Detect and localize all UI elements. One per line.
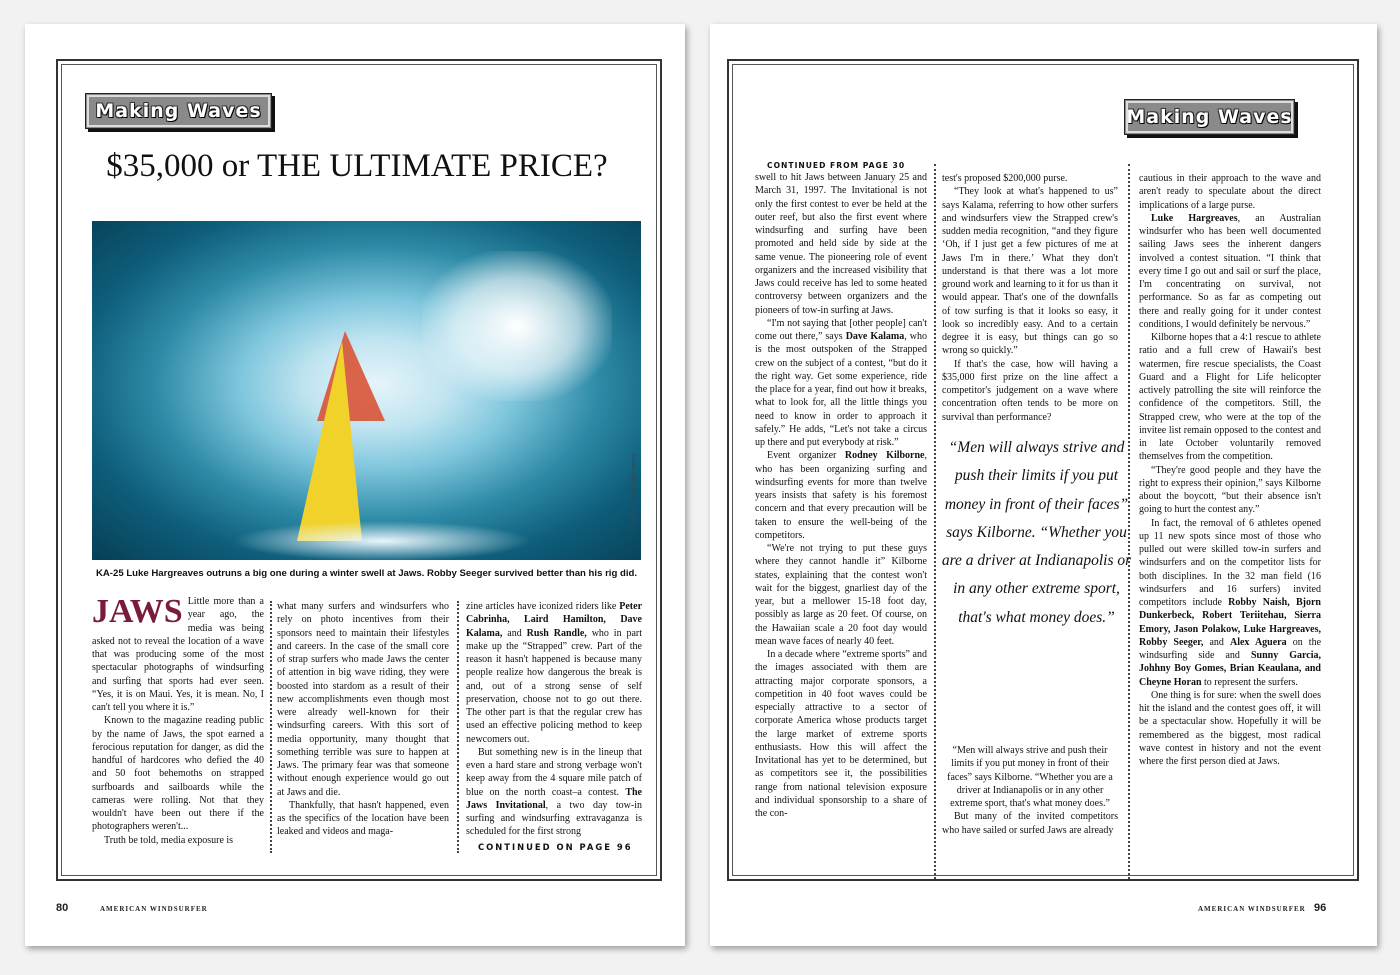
- paragraph: “Men will always strive and push their limits if you put money in front of their faces” says Kilborne. “Whether you are a driver at Indianapolis or in any other extreme sport, that's what money does.”: [947, 745, 1113, 809]
- text: to represent the surfers.: [1204, 676, 1298, 688]
- paragraph: [466, 746, 642, 839]
- section-banner: [85, 93, 272, 129]
- paragraph: test's proposed $200,000 purse.: [942, 173, 1068, 184]
- column-divider: [934, 164, 936, 879]
- paragraph-text: Little more than a year ago, the media was being asked not to reveal the location of a wave that was producing some of the most spectacular photographs of windsurfing and surfing that sports had ever seen. “Yes, it is on Maui. Yes, it is mean. No, I can't tell you where it is.”: [92, 596, 264, 713]
- paragraph: [1139, 212, 1321, 331]
- paragraph: [755, 449, 927, 542]
- running-head: AMERICAN WINDSURFER: [1198, 905, 1306, 913]
- text: , who has been organizing surfing and windsurfing events for more than twelve years insists that safety is his foremost concern and that every precaution will be taken to ensure the well-being of the competitors.: [755, 450, 927, 541]
- text: and: [1209, 636, 1224, 648]
- section-banner-label: Making Waves: [1126, 106, 1293, 128]
- left-page: [25, 24, 685, 946]
- paragraph: Kilborne hopes that a 4:1 rescue to athlete ratio and a full crew of Hawaii's best watermen, fire rescue specialists, the Coast Guard and a Flight for Life helicopter actively patrolling the site will reinforce the confidence of the competitors. Still, the Strapped crew, who were at the top of the invitee list remain opposed to the contest and in late October voluntarily removed themselves from the competition.: [1139, 332, 1321, 463]
- sail: [297, 341, 362, 541]
- text: , an Australian windsurfer who has been well documented sailing Jaws sees the inherent dangers involved a contest situation. “I think that every time I go out and sail or surf the place, I'm concentrating on survival, not performance. So as far as competing out there and really going for it under contest conditions, I would definitely be nervous.”: [1139, 212, 1321, 330]
- section-banner-label: Making Waves: [95, 100, 262, 122]
- right-column-2: [942, 172, 1118, 424]
- paragraph: what many surfers and windsurfers who rely on photo incentives from their sponsors need to maintain their lifestyles and careers. In the case of the small core of strap surfers who made Jaws the center of attention in big wave riding, they were boosted into stardom as a result of their new accomplishments even though most were already well-known for their windsurfing careers. With this sort of media opportunity, many thought that something terrible was sure to happen at Jaws. The primary fear was that someone without enough experience would go out at Jaws and die.: [277, 601, 449, 798]
- continued-on-link[interactable]: CONTINUED ON PAGE 96: [478, 841, 633, 852]
- drop-cap: JAWS: [92, 593, 183, 630]
- right-column-3: [1139, 172, 1321, 768]
- continued-from-label: CONTINUED FROM PAGE 30: [767, 161, 906, 170]
- paragraph: [755, 317, 927, 450]
- rider-names: Peter Cabrinha, Laird Hamilton, Dave Kalama,: [466, 601, 643, 639]
- text: , a two day tow-in surfing and windsurfing extravaganza is scheduled for the first strong: [466, 799, 642, 838]
- competitor-names: Sunny Garcia, Johhny Boy Gomes, Brian Keaulana, and Cheyne Horan: [1139, 650, 1321, 688]
- paragraph: If that's the case, how will having a $35,000 first prize on the line affect a competitor's judgement on a wave where concentration often tends to be more on survival than performance?: [942, 358, 1118, 423]
- text: , who is the most outspoken of the Strapped crew on the subject of a contest, “but do it the right way. Get some experience, ride the place for a year, find out how it breaks, what to look for, all the little things you need to know in order to approach it safely.” He adds, “Let's not take a circus up there and put everybody at risk.”: [755, 331, 928, 448]
- text: But something new is in the lineup that even a hard stare and strong verbage won't keep away from the 4 square mile patch of blue on the north coast–a contest.: [466, 746, 642, 798]
- text: Event organizer: [767, 450, 837, 462]
- person-name: Rodney Kilborne: [844, 450, 925, 462]
- text: “I'm not saying that [other people] can't come out there,” says: [755, 317, 927, 342]
- wave-spray: [422, 251, 612, 401]
- person-name: Luke Hargreaves: [1151, 212, 1238, 224]
- photo-caption: KA-25 Luke Hargreaves outruns a big one during a winter swell at Jaws. Robby Seeger survived better than his rig did.: [95, 568, 638, 579]
- paragraph: Truth be told, media exposure is: [104, 834, 234, 846]
- page-number: 96: [1314, 902, 1327, 914]
- paragraph: [1139, 517, 1321, 689]
- windsurf-photo: [92, 221, 641, 560]
- event-name: The Jaws Invitational: [466, 786, 642, 811]
- competitor-name: Alex Aguera: [1229, 636, 1287, 648]
- paragraph: One thing is for sure: when the swell does hit the island and the contest goes off, it will be a spectacular show. Hopefully it will be remembered as the biggest, most radical wave contest in history and not the event where the first person died at Jaws.: [1139, 689, 1321, 767]
- photo-credit: Photo: Patrick McFeeley: [631, 453, 638, 529]
- column-divider: [1128, 164, 1130, 879]
- paragraph: [466, 600, 642, 746]
- text: In fact, the removal of 6 athletes opened up 11 new spots since most of those who pulled out were skilled tow-in surfers and windsurfers and on the competitor lists for both disciplines. In the 32 man field (16 windsurfers and 16 surfers) invited competitors include: [1139, 517, 1321, 608]
- text: zine articles have iconized riders like: [466, 601, 617, 612]
- paragraph: “We're not trying to put these guys where they cannot handle it” Kilborne states, explaining that the contest won't wait for the biggest, gnarliest day of the year, but a mellower 15-18 foot day, possibly as large as 20 feet. Of course, on the Hawaiian scale a 20 foot day would mean wave faces of nearly 40 feet.: [755, 543, 927, 647]
- running-head: AMERICAN WINDSURFER: [100, 905, 208, 913]
- page-number: 80: [56, 902, 69, 914]
- section-banner: [1124, 99, 1295, 135]
- left-column-1: [92, 595, 264, 847]
- column-divider: [270, 601, 272, 853]
- rider-name: Rush Randle,: [526, 627, 587, 639]
- left-column-2: [277, 600, 449, 839]
- wave-foam: [232, 521, 532, 560]
- paragraph: cautious in their approach to the wave and aren't ready to speculate about the direct implications of a large purse.: [1139, 173, 1321, 211]
- competitor-names: Robby Naish, Bjorn Dunkerbeck, Robert Teriitehau, Sierra Emory, Jason Polakow, Luke Hargreaves, Robby Seeger,: [1139, 597, 1321, 648]
- right-page: [710, 24, 1377, 946]
- paragraph: In a decade where “extreme sports” and the images associated with them are attracting major corporate sponsors, a competition in 40 foot waves could be especially attractive to a sector of corporate America whose products target the large market of extreme sports enthusiasts. How this will affect the Invitational has yet to be determined, but as competitors see it, the possibilities range from national television exposure and individual sponsorship to a share of the con-: [755, 649, 927, 819]
- left-column-3: [466, 600, 642, 854]
- paragraph: Thankfully, that hasn't happened, even as the specifics of the location have been leaked and videos and maga-: [277, 799, 449, 838]
- paragraph: swell to hit Jaws between January 25 and March 31, 1997. The Invitational is not only the first contest to ever be held at the outer reef, but also the first event where windsurfing and surfing have been promoted and held side by side at the same venue. The pioneering role of event organizers and the increased visibility that Jaws could receive has led to some heated controversy between organizers and the pioneers of tow-in surfing at Jaws.: [755, 172, 927, 316]
- article-headline: $35,000 or THE ULTIMATE PRICE?: [106, 148, 608, 184]
- person-name: Dave Kalama: [845, 331, 905, 342]
- paragraph: “They're good people and they have the right to express their opinion,” says Kilborne about the boycott, “but their absence isn't going to hurt the contest any.”: [1139, 464, 1321, 516]
- paragraph: [92, 595, 264, 714]
- text: and: [507, 627, 522, 639]
- text: who in part make up the “Strapped” crew. Part of the reason it hasn't happened is because many people realize how dangerous the break is and, out of a strong sense of self preservation, choose not to go out there. The other part is that the regular crew has used an effective policing method to keep newcomers out.: [466, 627, 643, 745]
- right-column-2-lower: [942, 744, 1118, 837]
- paragraph: “They look at what's happened to us” says Kalama, referring to how other surfers and windsurfers view the Strapped crew's sudden media recognition, “and they figure ‘Oh, if I just get a few pictures of me at Jaws I'm in there.’ What they don't understand is that there was a lot more ground work and learning to it for us than it would appear. That's one of the downfalls of tow surfing is that it looks so easy, it look so incredibly easy. And to a certain degree it is easy, but things can go so wrong so quickly.”: [942, 186, 1118, 357]
- paragraph: Known to the magazine reading public by the name of Jaws, the spot earned a ferocious reputation for danger, as did the handful of hardcores who defied the 40 and 50 foot behemoths on strapped surfboards and sailboards while the cameras were rolling. Not that they wouldn't have been out there if the photographers weren't...: [92, 715, 264, 833]
- text: on the windsurfing side and: [1139, 636, 1322, 661]
- paragraph: But many of the invited competitors who have sailed or surfed Jaws are already: [942, 811, 1118, 836]
- pull-quote: “Men will always strive and push their limits if you put money in front of their faces” says Kilborne. “Whether you are a driver at Indianapolis or in any other extreme sport, that's what money does.”: [941, 439, 1132, 626]
- column-divider: [457, 601, 459, 853]
- right-column-1: [755, 161, 927, 820]
